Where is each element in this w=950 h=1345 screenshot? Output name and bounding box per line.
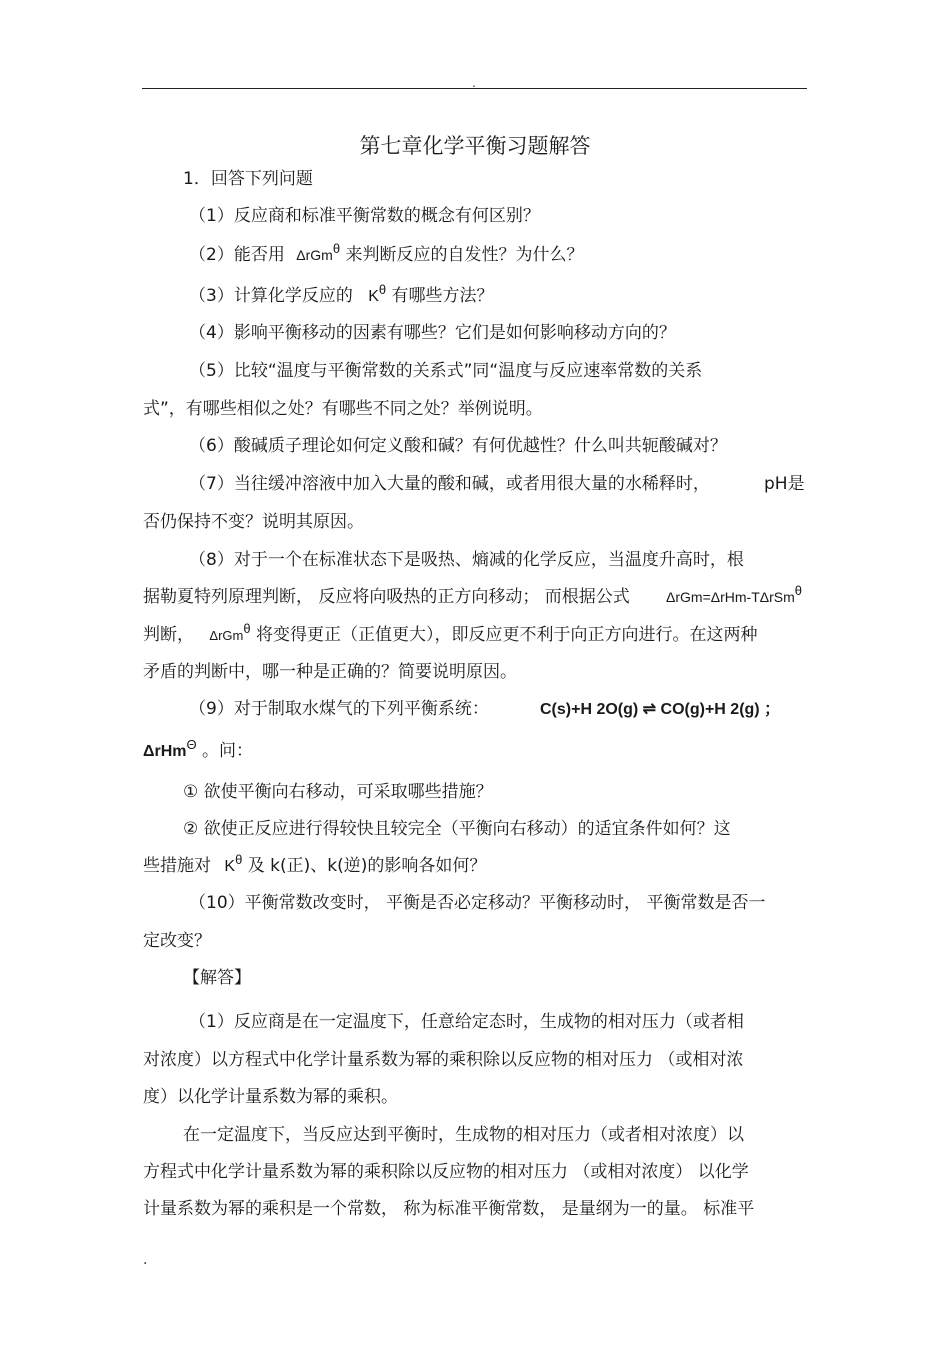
question-3-text-a: （3）计算化学反应的 [189, 286, 353, 306]
question-3 [189, 284, 494, 309]
question-7-ph: pH是 [764, 474, 805, 494]
question-9-sub-2-line-2 [143, 854, 486, 879]
question-2-text-b: 来判断反应的自发性？为什么？ [345, 245, 584, 265]
question-9-text-b: 。问： [202, 741, 254, 761]
question-9-k-formula: $K^\theta$ [224, 852, 243, 875]
question-10-line-2: 定改变？ [143, 931, 211, 951]
question-2-text-a: （2）能否用 [189, 245, 285, 265]
question-1: （1）反应商和标准平衡常数的概念有何区别？ [189, 206, 540, 226]
question-9-formula: ΔrHm$^\Theta$ [143, 737, 197, 760]
question-9-text-2b2: 及 k(正)、k(逆)的影响各如何？ [247, 856, 487, 876]
question-8-line-2: 据勒夏特列原理判断， 反应将向吸热的正方向移动； 而根据公式 [143, 587, 630, 607]
answer-1-line-3: 度）以化学计量系数为幂的乘积。 [143, 1087, 398, 1107]
answer-2-line-2: 方程式中化学计量系数为幂的乘积除以反应物的相对压力 （或相对浓度） 以化学 [143, 1162, 749, 1182]
question-5-line-1: （5）比较“温度与平衡常数的关系式”同“温度与反应速率常数的关系 [189, 361, 703, 381]
question-9-sub-1: ① 欲使平衡向右移动，可采取哪些措施？ [183, 782, 493, 802]
question-9-text-2b1: 些措施对 [143, 856, 211, 876]
question-7-line-2: 否仍保持不变？说明其原因。 [143, 512, 364, 532]
question-8-text-c1: 判断， [143, 625, 194, 645]
footer-dot: . [143, 1252, 148, 1268]
answer-1-line-2: 对浓度）以方程式中化学计量系数为幂的乘积除以反应物的相对压力 （或相对浓 [143, 1050, 744, 1070]
question-heading: 1．回答下列问题 [183, 169, 313, 189]
question-8-line-3 [143, 623, 758, 648]
question-10-line-1: （10）平衡常数改变时， 平衡是否必定移动？平衡移动时， 平衡常数是否一 [189, 893, 766, 913]
header-dot: . [472, 76, 476, 90]
question-6: （6）酸碱质子理论如何定义酸和碱？有何优越性？什么叫共轭酸碱对？ [189, 436, 727, 456]
question-9-line-1: （9）对于制取水煤气的下列平衡系统： [189, 699, 489, 719]
answer-heading: 【解答】 [183, 968, 251, 988]
question-4: （4）影响平衡移动的因素有哪些？它们是如何影响移动方向的？ [189, 323, 676, 343]
question-2-formula: ΔrGmθ [296, 241, 341, 263]
question-3-text-b: 有哪些方法？ [391, 286, 494, 306]
header-rule [142, 88, 807, 89]
question-9-sub-2-line-1: ② 欲使正反应进行得较快且较完全（平衡向右移动）的适宜条件如何？这 [183, 819, 731, 839]
answer-1-line-1: （1）反应商是在一定温度下，任意给定态时，生成物的相对压力（或者相 [189, 1012, 744, 1032]
question-9-line-2 [143, 739, 253, 764]
question-8-formula: ΔrGm=ΔrHm-TΔrSmθ [666, 583, 802, 605]
question-9-reaction: C(s)+H 2O(g) ⇌ CO(g)+H 2(g) ； [540, 701, 781, 718]
page-title: 第七章化学平衡习题解答 [359, 134, 591, 158]
answer-2-line-1: 在一定温度下，当反应达到平衡时，生成物的相对压力（或者相对浓度）以 [183, 1125, 744, 1145]
question-8-line-4: 矛盾的判断中，哪一种是正确的？简要说明原因。 [143, 662, 517, 682]
question-7-line-1: （7）当往缓冲溶液中加入大量的酸和碱，或者用很大量的水稀释时， [189, 474, 710, 494]
question-3-formula: $K^\theta$ [368, 282, 387, 305]
question-5-line-2: 式”，有哪些相似之处？有哪些不同之处？举例说明。 [143, 399, 543, 419]
answer-2-line-3: 计量系数为幂的乘积是一个常数， 称为标准平衡常数， 是量纲为一的量。 标准平 [143, 1199, 755, 1219]
question-8-line-1: （8）对于一个在标准状态下是吸热、熵减的化学反应，当温度升高时，根 [189, 550, 744, 570]
question-8-text-c2: 将变得更正（正值更大），即反应更不利于向正方向进行。在这两种 [256, 625, 758, 645]
question-2 [189, 243, 583, 268]
question-8-formula-2: ΔrGmθ [209, 621, 251, 643]
